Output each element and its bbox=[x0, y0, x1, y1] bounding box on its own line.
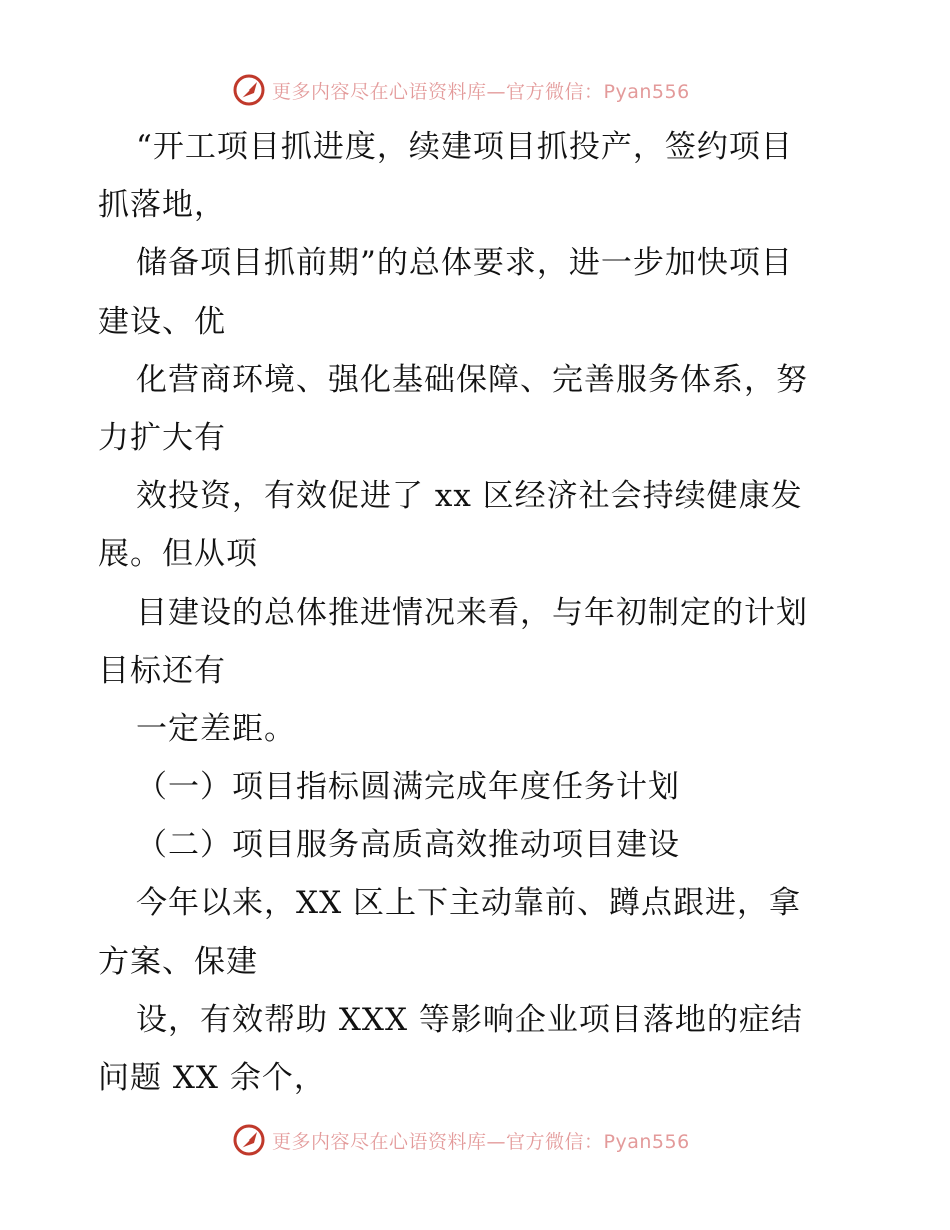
footer-watermark bbox=[232, 1122, 690, 1158]
text-line: 抓落地， bbox=[98, 187, 226, 224]
text-line: 目标还有 bbox=[98, 652, 226, 689]
text-line: 问题 XX 余个， bbox=[98, 1060, 326, 1096]
text-line: 化营商环境、强化基础保障、完善服务体系，努 bbox=[136, 361, 808, 398]
quill-logo-icon bbox=[232, 1123, 266, 1157]
section-heading-1: （一）项目指标圆满完成年度任务计划 bbox=[136, 769, 680, 806]
text-line: 展。但从项 bbox=[98, 536, 258, 573]
text-line: 储备项目抓前期”的总体要求，进一步加快项目 bbox=[136, 245, 793, 282]
text-line: 设，有效帮助 XXX 等影响企业项目落地的症结 bbox=[136, 1001, 803, 1038]
document-body bbox=[98, 118, 858, 1107]
quill-logo-icon bbox=[232, 73, 266, 107]
text-line: 今年以来，XX 区上下主动靠前、蹲点跟进，拿 bbox=[136, 885, 801, 922]
section-heading-2: （二）项目服务高质高效推动项目建设 bbox=[136, 827, 680, 864]
text-line: 力扩大有 bbox=[98, 419, 226, 456]
text-line: 方案、保建 bbox=[98, 943, 258, 980]
text-line: 建设、优 bbox=[98, 303, 226, 340]
text-line: “开工项目抓进度，续建项目抓投产，签约项目 bbox=[136, 129, 793, 165]
watermark-text: 更多内容尽在心语资料库—官方微信：Pyan556 bbox=[272, 80, 690, 103]
header-watermark bbox=[232, 72, 690, 108]
watermark-text: 更多内容尽在心语资料库—官方微信：Pyan556 bbox=[272, 1130, 690, 1153]
text-line: 目建设的总体推进情况来看，与年初制定的计划 bbox=[136, 594, 808, 631]
text-line: 效投资，有效促进了 xx 区经济社会持续健康发 bbox=[136, 478, 803, 515]
text-line: 一定差距。 bbox=[136, 710, 296, 747]
